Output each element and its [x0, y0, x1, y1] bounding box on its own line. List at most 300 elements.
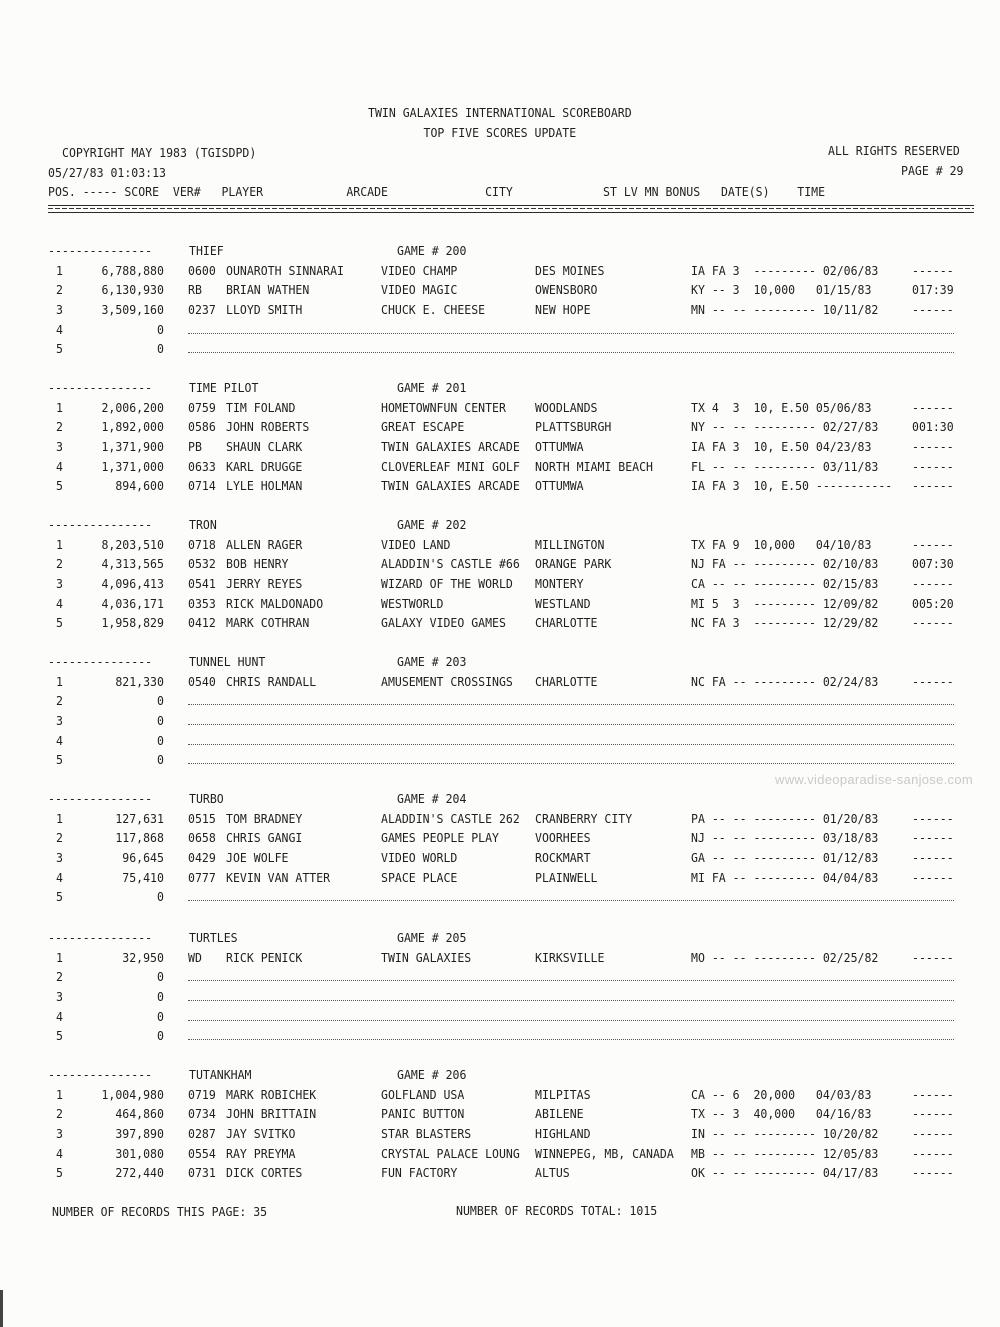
score-row [0, 557, 1000, 571]
report-title: TWIN GALAXIES INTERNATIONAL SCOREBOARD [368, 105, 632, 120]
rank: 4 [56, 1008, 63, 1024]
city-name: VOORHEES [535, 830, 591, 846]
section-dash: --------------- [48, 1067, 153, 1082]
score-row [0, 616, 1000, 630]
score: 821,330 [115, 673, 164, 689]
records-this-page: NUMBER OF RECORDS THIS PAGE: 35 [52, 1204, 268, 1219]
rank: 4 [56, 458, 63, 474]
score: 4,313,565 [101, 556, 164, 572]
play-time: ------ [912, 869, 954, 885]
player-name: KEVIN VAN ATTER [226, 869, 331, 885]
rank: 3 [56, 988, 63, 1004]
version: 0287 [188, 1125, 216, 1141]
version: 0237 [188, 301, 216, 317]
state-level-bonus-date: NC FA -- --------- 02/24/83 [691, 673, 879, 689]
game-title: TURTLES [189, 930, 238, 945]
city-name: MILLINGTON [535, 536, 605, 552]
score: 8,203,510 [101, 536, 164, 552]
score-row [0, 1029, 1000, 1043]
player-name: JOE WOLFE [226, 849, 289, 865]
arcade-name: VIDEO CHAMP [381, 262, 458, 278]
score: 3,509,160 [101, 301, 164, 317]
player-name: LLOYD SMITH [226, 301, 303, 317]
arcade-name: CHUCK E. CHEESE [381, 301, 486, 317]
version: 0429 [188, 849, 216, 865]
rank: 2 [56, 830, 63, 846]
city-name: HIGHLAND [535, 1125, 591, 1141]
rank: 1 [56, 262, 63, 278]
play-time: ------ [912, 1125, 954, 1141]
arcade-name: ALADDIN'S CASTLE #66 [381, 556, 520, 572]
version: 0412 [188, 615, 216, 631]
score: 464,860 [115, 1106, 164, 1122]
copyright-line: COPYRIGHT MAY 1983 (TGISDPD) [62, 145, 257, 160]
score-row [0, 283, 1000, 297]
score: 1,371,000 [101, 458, 164, 474]
report-datetime: 05/27/83 01:03:13 [48, 165, 166, 180]
rank: 2 [56, 693, 63, 709]
rank: 2 [56, 282, 63, 298]
game-header [0, 244, 1000, 258]
play-time: ------ [912, 399, 954, 415]
score: 0 [156, 988, 164, 1004]
version: 0540 [188, 673, 216, 689]
city-name: ABILENE [535, 1106, 584, 1122]
game-title: TRON [189, 517, 217, 532]
score: 894,600 [115, 478, 164, 494]
version: 0515 [188, 810, 216, 826]
city-name: MILPITAS [535, 1086, 591, 1102]
score: 1,004,980 [101, 1086, 164, 1102]
player-name: JERRY REYES [226, 575, 303, 591]
arcade-name: VIDEO WORLD [381, 849, 458, 865]
arcade-name: PANIC BUTTON [381, 1106, 465, 1122]
score-row [0, 734, 1000, 748]
rights-line: ALL RIGHTS RESERVED [828, 143, 960, 158]
play-time: ------ [912, 438, 954, 454]
score-row [0, 440, 1000, 454]
state-level-bonus-date: IA FA 3 10, E.50 ----------- [691, 478, 893, 494]
rank: 4 [56, 732, 63, 748]
player-name: OUNAROTH SINNARAI [226, 262, 344, 278]
rank: 1 [56, 399, 63, 415]
player-name: KARL DRUGGE [226, 458, 303, 474]
arcade-name: FUN FACTORY [381, 1165, 458, 1181]
score-row [0, 714, 1000, 728]
city-name: OWENSBORO [535, 282, 598, 298]
score: 1,958,829 [101, 615, 164, 631]
game-number: GAME # 205 [397, 930, 467, 945]
game-title: TUTANKHAM [189, 1067, 252, 1082]
state-level-bonus-date: NJ FA -- --------- 02/10/83 [691, 556, 879, 572]
arcade-name: HOMETOWNFUN CENTER [381, 399, 506, 415]
player-name: DICK CORTES [226, 1165, 303, 1181]
rank: 3 [56, 575, 63, 591]
play-time: 007:30 [912, 556, 954, 572]
arcade-name: WIZARD OF THE WORLD [381, 575, 513, 591]
game-header [0, 655, 1000, 669]
player-name: RICK PENICK [226, 949, 303, 965]
city-name: ROCKMART [535, 849, 591, 865]
section-dash: --------------- [48, 930, 153, 945]
city-name: WESTLAND [535, 595, 591, 611]
player-name: JOHN ROBERTS [226, 419, 310, 435]
city-name: ALTUS [535, 1165, 570, 1181]
version: 0734 [188, 1106, 216, 1122]
scan-edge-mark [0, 1290, 3, 1327]
city-name: MONTERY [535, 575, 584, 591]
city-name: KIRKSVILLE [535, 949, 605, 965]
score: 0 [156, 341, 164, 357]
game-header [0, 381, 1000, 395]
score-row [0, 323, 1000, 337]
city-name: NEW HOPE [535, 301, 591, 317]
score-row [0, 460, 1000, 474]
rank: 4 [56, 869, 63, 885]
game-title: THIEF [189, 243, 224, 258]
rank: 3 [56, 712, 63, 728]
rank: 1 [56, 1086, 63, 1102]
score-row [0, 1107, 1000, 1121]
game-header [0, 1068, 1000, 1082]
section-dash: --------------- [48, 517, 153, 532]
player-name: JOHN BRITTAIN [226, 1106, 317, 1122]
rank: 2 [56, 419, 63, 435]
score-row [0, 890, 1000, 904]
play-time: ------ [912, 1165, 954, 1181]
score-row [0, 851, 1000, 865]
version: 0759 [188, 399, 216, 415]
version: 0554 [188, 1145, 216, 1161]
rank: 1 [56, 536, 63, 552]
rank: 3 [56, 849, 63, 865]
state-level-bonus-date: IA FA 3 10, E.50 04/23/83 [691, 438, 872, 454]
play-time: ------ [912, 1106, 954, 1122]
version: 0731 [188, 1165, 216, 1181]
score: 2,006,200 [101, 399, 164, 415]
rank: 5 [56, 889, 63, 905]
score-row [0, 990, 1000, 1004]
score: 4,036,171 [101, 595, 164, 611]
game-header [0, 792, 1000, 806]
section-dash: --------------- [48, 380, 153, 395]
section-dash: --------------- [48, 654, 153, 669]
city-name: OTTUMWA [535, 478, 584, 494]
empty-entry-dots [188, 980, 954, 981]
play-time: ------ [912, 301, 954, 317]
score: 272,440 [115, 1165, 164, 1181]
arcade-name: VIDEO LAND [381, 536, 451, 552]
score: 0 [156, 1028, 164, 1044]
score-row [0, 1166, 1000, 1180]
section-dash: --------------- [48, 791, 153, 806]
empty-entry-dots [188, 763, 954, 764]
score: 117,868 [115, 830, 164, 846]
version: 0719 [188, 1086, 216, 1102]
rank: 1 [56, 673, 63, 689]
version: 0532 [188, 556, 216, 572]
empty-entry-dots [188, 704, 954, 705]
play-time: ------ [912, 575, 954, 591]
arcade-name: SPACE PLACE [381, 869, 458, 885]
state-level-bonus-date: NJ -- -- --------- 03/18/83 [691, 830, 879, 846]
game-number: GAME # 201 [397, 380, 467, 395]
version: 0541 [188, 575, 216, 591]
score: 32,950 [122, 949, 164, 965]
player-name: BRIAN WATHEN [226, 282, 310, 298]
score-row [0, 1010, 1000, 1024]
score-row [0, 1088, 1000, 1102]
state-level-bonus-date: MN -- -- --------- 10/11/82 [691, 301, 879, 317]
city-name: NORTH MIAMI BEACH [535, 458, 653, 474]
rank: 2 [56, 1106, 63, 1122]
play-time: ------ [912, 615, 954, 631]
arcade-name: CRYSTAL PALACE LOUNG [381, 1145, 520, 1161]
score: 6,788,880 [101, 262, 164, 278]
player-name: LYLE HOLMAN [226, 478, 303, 494]
version: PB [188, 438, 202, 454]
city-name: DES MOINES [535, 262, 605, 278]
section-dash: --------------- [48, 243, 153, 258]
column-headers: POS. ----- SCORE VER# PLAYER ARCADE CITY ST LV MN BONUS DATE(S) TIME [48, 184, 826, 199]
score: 301,080 [115, 1145, 164, 1161]
arcade-name: ALADDIN'S CASTLE 262 [381, 810, 520, 826]
arcade-name: WESTWORLD [381, 595, 444, 611]
score-row [0, 675, 1000, 689]
watermark: www.videoparadise-sanjose.com [775, 772, 974, 787]
page-number: PAGE # 29 [901, 163, 964, 178]
game-title: TUNNEL HUNT [189, 654, 266, 669]
score-row [0, 342, 1000, 356]
rank: 5 [56, 341, 63, 357]
play-time: 005:20 [912, 595, 954, 611]
score: 0 [156, 752, 164, 768]
score-row [0, 871, 1000, 885]
rank: 5 [56, 1165, 63, 1181]
play-time: ------ [912, 1086, 954, 1102]
rank: 3 [56, 301, 63, 317]
version: 0777 [188, 869, 216, 885]
score-row [0, 264, 1000, 278]
score-row [0, 577, 1000, 591]
state-level-bonus-date: IN -- -- --------- 10/20/82 [691, 1125, 879, 1141]
rank: 1 [56, 949, 63, 965]
state-level-bonus-date: MI FA -- --------- 04/04/83 [691, 869, 879, 885]
score-row [0, 303, 1000, 317]
state-level-bonus-date: TX FA 9 10,000 04/10/83 [691, 536, 872, 552]
score: 0 [156, 1008, 164, 1024]
city-name: CHARLOTTE [535, 673, 598, 689]
state-level-bonus-date: FL -- -- --------- 03/11/83 [691, 458, 879, 474]
records-total: NUMBER OF RECORDS TOTAL: 1015 [456, 1203, 658, 1218]
state-level-bonus-date: IA FA 3 --------- 02/06/83 [691, 262, 879, 278]
city-name: PLATTSBURGH [535, 419, 612, 435]
score-row [0, 1147, 1000, 1161]
state-level-bonus-date: CA -- -- --------- 02/15/83 [691, 575, 879, 591]
player-name: RICK MALDONADO [226, 595, 324, 611]
state-level-bonus-date: NC FA 3 --------- 12/29/82 [691, 615, 879, 631]
player-name: TOM BRADNEY [226, 810, 303, 826]
score: 6,130,930 [101, 282, 164, 298]
rank: 5 [56, 752, 63, 768]
play-time: 001:30 [912, 419, 954, 435]
game-title: TIME PILOT [189, 380, 259, 395]
state-level-bonus-date: OK -- -- --------- 04/17/83 [691, 1165, 879, 1181]
rank: 3 [56, 1125, 63, 1141]
state-level-bonus-date: KY -- 3 10,000 01/15/83 [691, 282, 872, 298]
rank: 5 [56, 615, 63, 631]
rank: 4 [56, 1145, 63, 1161]
score-row [0, 538, 1000, 552]
score: 127,631 [115, 810, 164, 826]
score-row [0, 1127, 1000, 1141]
arcade-name: CLOVERLEAF MINI GOLF [381, 458, 520, 474]
rank: 1 [56, 810, 63, 826]
empty-entry-dots [188, 352, 954, 353]
score: 96,645 [122, 849, 164, 865]
score: 1,892,000 [101, 419, 164, 435]
state-level-bonus-date: MO -- -- --------- 02/25/82 [691, 949, 879, 965]
play-time: ------ [912, 810, 954, 826]
version: 0718 [188, 536, 216, 552]
arcade-name: VIDEO MAGIC [381, 282, 458, 298]
score: 4,096,413 [101, 575, 164, 591]
city-name: WINNEPEG, MB, CANADA [535, 1145, 674, 1161]
player-name: TIM FOLAND [226, 399, 296, 415]
empty-entry-dots [188, 1020, 954, 1021]
play-time: ------ [912, 1145, 954, 1161]
score: 397,890 [115, 1125, 164, 1141]
score: 0 [156, 969, 164, 985]
score-row [0, 401, 1000, 415]
score: 75,410 [122, 869, 164, 885]
rank: 3 [56, 438, 63, 454]
state-level-bonus-date: MI 5 3 --------- 12/09/82 [691, 595, 879, 611]
game-number: GAME # 206 [397, 1067, 467, 1082]
player-name: ALLEN RAGER [226, 536, 303, 552]
empty-entry-dots [188, 1000, 954, 1001]
state-level-bonus-date: GA -- -- --------- 01/12/83 [691, 849, 879, 865]
play-time: ------ [912, 536, 954, 552]
empty-entry-dots [188, 724, 954, 725]
state-level-bonus-date: TX -- 3 40,000 04/16/83 [691, 1106, 872, 1122]
empty-entry-dots [188, 900, 954, 901]
state-level-bonus-date: NY -- -- --------- 02/27/83 [691, 419, 879, 435]
header-rule [48, 205, 974, 213]
city-name: WOODLANDS [535, 399, 598, 415]
score-row [0, 694, 1000, 708]
rank: 5 [56, 478, 63, 494]
report-subtitle: TOP FIVE SCORES UPDATE [423, 125, 577, 140]
city-name: ORANGE PARK [535, 556, 612, 572]
game-number: GAME # 202 [397, 517, 467, 532]
arcade-name: GREAT ESCAPE [381, 419, 465, 435]
score: 0 [156, 889, 164, 905]
game-header [0, 518, 1000, 532]
score: 1,371,900 [101, 438, 164, 454]
state-level-bonus-date: TX 4 3 10, E.50 05/06/83 [691, 399, 872, 415]
score: 0 [156, 693, 164, 709]
game-number: GAME # 203 [397, 654, 467, 669]
version: 0658 [188, 830, 216, 846]
player-name: CHRIS RANDALL [226, 673, 317, 689]
score-row [0, 479, 1000, 493]
player-name: RAY PREYMA [226, 1145, 296, 1161]
version: 0714 [188, 478, 216, 494]
city-name: PLAINWELL [535, 869, 598, 885]
version: WD [188, 949, 202, 965]
score-row [0, 597, 1000, 611]
play-time: ------ [912, 673, 954, 689]
game-number: GAME # 200 [397, 243, 467, 258]
version: 0353 [188, 595, 216, 611]
player-name: BOB HENRY [226, 556, 289, 572]
play-time: ------ [912, 262, 954, 278]
play-time: ------ [912, 849, 954, 865]
state-level-bonus-date: PA -- -- --------- 01/20/83 [691, 810, 879, 826]
rank: 4 [56, 321, 63, 337]
arcade-name: GAMES PEOPLE PLAY [381, 830, 499, 846]
score-row [0, 753, 1000, 767]
arcade-name: GALAXY VIDEO GAMES [381, 615, 506, 631]
rank: 2 [56, 969, 63, 985]
arcade-name: STAR BLASTERS [381, 1125, 472, 1141]
game-header [0, 931, 1000, 945]
play-time: ------ [912, 478, 954, 494]
empty-entry-dots [188, 1039, 954, 1040]
score: 0 [156, 321, 164, 337]
rank: 4 [56, 595, 63, 611]
score-row [0, 420, 1000, 434]
score-row [0, 831, 1000, 845]
city-name: CRANBERRY CITY [535, 810, 633, 826]
score-row [0, 951, 1000, 965]
state-level-bonus-date: CA -- 6 20,000 04/03/83 [691, 1086, 872, 1102]
score: 0 [156, 712, 164, 728]
version: 0586 [188, 419, 216, 435]
empty-entry-dots [188, 333, 954, 334]
game-title: TURBO [189, 791, 224, 806]
game-number: GAME # 204 [397, 791, 467, 806]
player-name: MARK COTHRAN [226, 615, 310, 631]
state-level-bonus-date: MB -- -- --------- 12/05/83 [691, 1145, 879, 1161]
arcade-name: TWIN GALAXIES ARCADE [381, 478, 520, 494]
version: 0633 [188, 458, 216, 474]
city-name: CHARLOTTE [535, 615, 598, 631]
arcade-name: GOLFLAND USA [381, 1086, 465, 1102]
player-name: MARK ROBICHEK [226, 1086, 317, 1102]
arcade-name: TWIN GALAXIES ARCADE [381, 438, 520, 454]
play-time: ------ [912, 458, 954, 474]
play-time: ------ [912, 949, 954, 965]
player-name: SHAUN CLARK [226, 438, 303, 454]
arcade-name: TWIN GALAXIES [381, 949, 472, 965]
play-time: 017:39 [912, 282, 954, 298]
version: RB [188, 282, 202, 298]
version: 0600 [188, 262, 216, 278]
arcade-name: AMUSEMENT CROSSINGS [381, 673, 513, 689]
player-name: JAY SVITKO [226, 1125, 296, 1141]
score-row [0, 812, 1000, 826]
score: 0 [156, 732, 164, 748]
rank: 2 [56, 556, 63, 572]
player-name: CHRIS GANGI [226, 830, 303, 846]
score-row [0, 970, 1000, 984]
empty-entry-dots [188, 744, 954, 745]
city-name: OTTUMWA [535, 438, 584, 454]
rank: 5 [56, 1028, 63, 1044]
play-time: ------ [912, 830, 954, 846]
